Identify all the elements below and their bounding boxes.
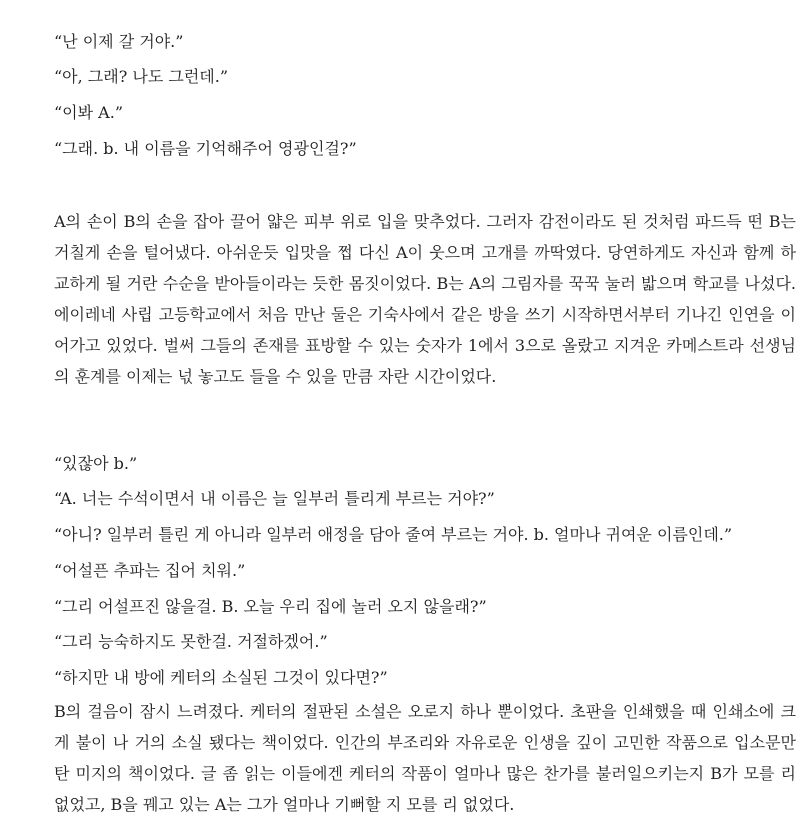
dialogue-line: “있잖아 b.” xyxy=(54,454,138,473)
dialogue-line: “어설픈 추파는 집어 치워.” xyxy=(54,561,246,580)
dialogue-line: “아니? 일부러 틀린 게 아니라 일부러 애정을 담아 줄여 부르는 거야. b. 얼마나 귀여운 이름인데.” xyxy=(54,525,733,544)
dialogue-line: “그리 능숙하지도 못한걸. 거절하겠어.” xyxy=(54,632,328,651)
dialogue-line: “이봐 A.” xyxy=(54,103,123,122)
narrative-paragraph: A의 손이 B의 손을 잡아 끌어 얇은 피부 위로 입을 맞추었다. 그러자 감전이라도 된 것처럼 파드득 떤 B는 거칠게 손을 털어냈다. 아쉬운듯 입맛을 쩝 다신 A이 웃으며 고개를 까딱였다. 당연하게도 자신과 함께 하교하게 될 거란 수순을 받아들이라는 듯한 몸짓이었다. B는 A의 그림자를 꾹꾹 눌러 밟으며 학교를 나섰다. 에이레네 사립 고등학교에서 처음 만난 둘은 기숙사에서 같은 방을 쓰기 시작하면서부터 기나긴 인연을 이어가고 있었다. 벌써 그들의 존재를 표방할 수 있는 숫자가 1에서 3으로 올랐고 지겨운 카메스트라 선생님의 훈계를 이제는 넋 놓고도 들을 수 있을 만큼 자란 시간이었다. xyxy=(54,212,796,386)
dialogue-line: “하지만 내 방에 케터의 소실된 그것이 있다면?” xyxy=(54,668,388,687)
dialogue-line: “그리 어설프진 않을걸. B. 오늘 우리 집에 놀러 오지 않을래?” xyxy=(54,597,487,616)
dialogue-line: “그래. b. 내 이름을 기억해주어 영광인걸?” xyxy=(54,139,357,158)
dialogue-line: “A. 너는 수석이면서 내 이름은 늘 일부러 틀리게 부르는 거야?” xyxy=(54,489,495,508)
narrative-paragraph: B의 걸음이 잠시 느려졌다. 케터의 절판된 소설은 오로지 하나 뿐이었다. 초판을 인쇄했을 때 인쇄소에 크게 불이 나 거의 소실 됐다는 책이었다. 인간의 부조리와 자유로운 인생을 깊이 고민한 작품으로 입소문만 탄 미지의 책이었다. 글 좀 읽는 이들에겐 케터의 작품이 얼마나 많은 찬가를 불러일으키는지 B가 모를 리 없었고, B을 꿰고 있는 A는 그가 얼마나 기뻐할 지 모를 리 없었다. xyxy=(54,702,796,814)
dialogue-line: “아, 그래? 나도 그런데.” xyxy=(54,67,229,86)
dialogue-line: “난 이제 갈 거야.” xyxy=(54,32,184,51)
